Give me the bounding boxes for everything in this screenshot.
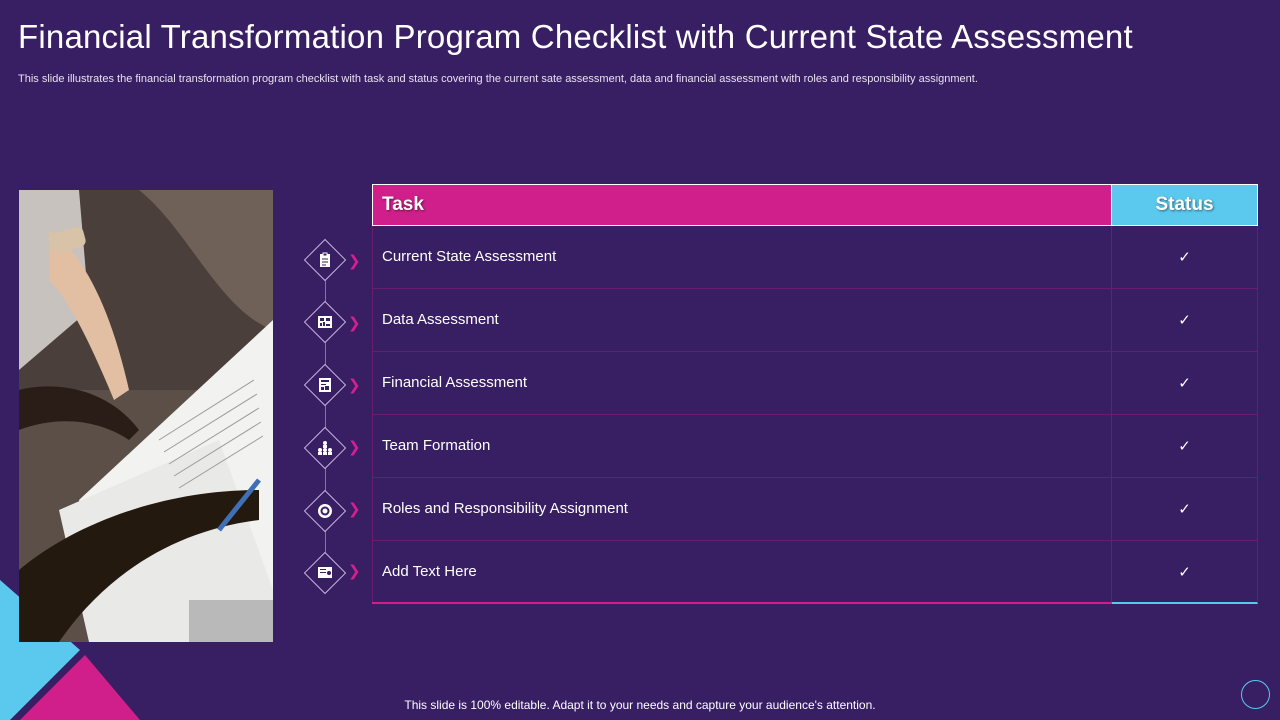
business-meeting-photo <box>19 190 273 642</box>
slide-subtitle: This slide illustrates the financial transformation program checklist with task and status covering the current sate assessment, data and financial assessment with roles and responsibility assignment. <box>18 73 978 85</box>
task-cell: Roles and Responsibility Assignment <box>372 478 1112 540</box>
chevron-right-icon: ❯ <box>348 252 361 270</box>
status-checkmark: ✓ <box>1112 478 1258 540</box>
report-icon <box>316 376 334 394</box>
table-row <box>372 478 1258 541</box>
dashboard-icon <box>316 313 334 331</box>
table-row <box>372 289 1258 352</box>
status-checkmark: ✓ <box>1112 352 1258 414</box>
task-cell: Current State Assessment <box>372 226 1112 288</box>
status-checkmark: ✓ <box>1112 289 1258 351</box>
chevron-right-icon: ❯ <box>348 500 361 518</box>
table-row <box>372 541 1258 604</box>
status-checkmark: ✓ <box>1112 415 1258 477</box>
target-gear-icon <box>316 502 334 520</box>
corner-circle-decoration <box>1241 680 1270 709</box>
certificate-icon <box>316 564 334 582</box>
table-row <box>372 415 1258 478</box>
status-checkmark: ✓ <box>1112 226 1258 288</box>
chevron-right-icon: ❯ <box>348 562 361 580</box>
task-column-header: Task <box>372 184 1112 226</box>
task-cell: Data Assessment <box>372 289 1112 351</box>
clipboard-icon <box>316 251 334 269</box>
chevron-right-icon: ❯ <box>348 438 361 456</box>
table-row <box>372 352 1258 415</box>
chevron-right-icon: ❯ <box>348 376 361 394</box>
status-checkmark: ✓ <box>1112 541 1258 604</box>
table-row <box>372 226 1258 289</box>
status-column-header: Status <box>1112 184 1258 226</box>
task-cell: Add Text Here <box>372 541 1112 602</box>
task-cell: Financial Assessment <box>372 352 1112 414</box>
chevron-right-icon: ❯ <box>348 314 361 332</box>
slide-footer: This slide is 100% editable. Adapt it to your needs and capture your audience's attention. <box>404 698 876 712</box>
table-header <box>372 184 1258 226</box>
task-cell: Team Formation <box>372 415 1112 477</box>
slide-title: Financial Transformation Program Checklist with Current State Assessment <box>18 18 1133 55</box>
team-hierarchy-icon <box>316 439 334 457</box>
checklist-table <box>372 184 1258 604</box>
